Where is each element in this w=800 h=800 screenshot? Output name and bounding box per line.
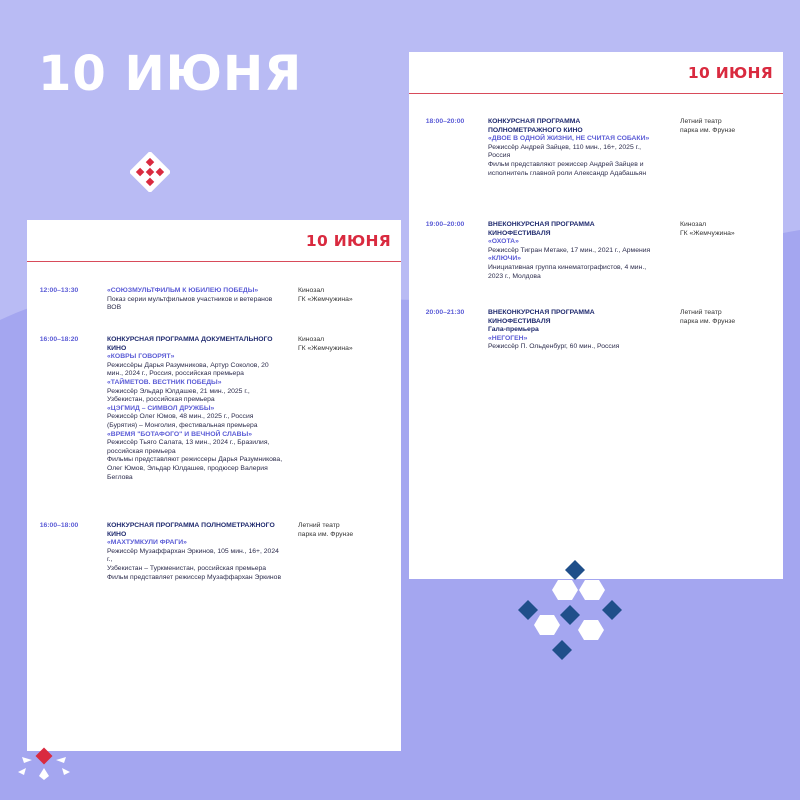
event-time: 16:00–18:20	[39, 336, 79, 343]
ornament-icon	[130, 152, 170, 192]
event-detail: Режиссёры Дарья Разумникова, Артур Соколов, 20 мин., 2024 г., Россия, российская премьера	[107, 361, 269, 378]
venue-line: Летний театр	[680, 309, 722, 316]
event-detail: Показ серии мультфильмов участников и ветеранов ВОВ	[107, 295, 273, 312]
event-description	[107, 522, 285, 582]
venue-line: Кинозал	[298, 336, 325, 343]
venue-line: парка им. Фрунзе	[680, 317, 736, 325]
event-venue	[298, 336, 388, 353]
event-time: 20:00–21:30	[425, 309, 465, 316]
venue-line: Летний театр	[298, 522, 340, 529]
card-date: 10 ИЮНЯ	[687, 64, 773, 82]
event-description	[488, 309, 653, 352]
film-title: «ОХОТА»	[488, 238, 519, 246]
film-title: «МАХТУМКУЛИ ФРАГИ»	[107, 539, 187, 547]
event-detail: Режиссёр Эльдар Юлдашев, 21 мин., 2025 г., Узбекистан, российская премьера	[107, 387, 250, 404]
event-detail: Фильмы представляют режиссеры Дарья Разумникова, Олег Юмов, Эльдар Юлдашев, продюсер Валерия Беглова	[107, 456, 283, 481]
event-detail: Узбекистан – Туркменистан, российская премьера	[107, 564, 267, 572]
program-title: КОНКУРСНАЯ ПРОГРАММА ДОКУМЕНТАЛЬНОГО КИНО	[107, 336, 273, 352]
schedule-card-right	[409, 52, 783, 579]
event-time: 12:00–13:30	[39, 287, 79, 294]
card-date: 10 ИЮНЯ	[305, 232, 391, 250]
event-venue	[298, 522, 388, 539]
event-detail: Режиссёр Музаффархан Эркинов, 105 мин., 16+, 2024 г.,	[107, 547, 279, 564]
program-title: КОНКУРСНАЯ ПРОГРАММА ПОЛНОМЕТРАЖНОГО КИНО	[107, 522, 275, 538]
venue-line: ГК «Жемчужина»	[680, 229, 735, 237]
venue-line: парка им. Фрунзе	[680, 126, 736, 134]
event-detail: Инициативная группа кинематографистов, 4 мин., 2023 г., Молдова	[488, 263, 647, 280]
event-detail: Фильм представляют режиссер Андрей Зайцев и исполнитель главной роли Александр Адабашьян	[488, 160, 647, 177]
program-title: Гала-премьера	[488, 326, 539, 334]
page-title: 10 ИЮНЯ	[38, 46, 303, 102]
card-header	[409, 52, 783, 94]
event-time: 18:00–20:00	[425, 118, 465, 125]
venue-line: ГК «Жемчужина»	[298, 295, 353, 303]
film-title: «ЦЭГМИД – СИМВОЛ ДРУЖБЫ»	[107, 404, 215, 412]
event-time: 19:00–20:00	[425, 221, 465, 228]
event-venue	[298, 287, 388, 304]
film-title: «СОЮЗМУЛЬТФИЛЬМ К ЮБИЛЕЮ ПОБЕДЫ»	[107, 287, 259, 294]
film-title: «ВРЕМЯ "БОТАФОГО" И ВЕЧНОЙ СЛАВЫ»	[107, 430, 253, 438]
film-title: «ДВОЕ В ОДНОЙ ЖИЗНИ, НЕ СЧИТАЯ СОБАКИ»	[488, 135, 650, 143]
event-description	[107, 287, 285, 313]
event-description	[107, 336, 285, 482]
film-title: «КЛЮЧИ»	[488, 255, 522, 263]
venue-line: парка им. Фрунзе	[298, 530, 354, 538]
event-time: 16:00–18:00	[39, 522, 79, 529]
event-detail: Фильм представляет режиссер Музаффархан Эркинов	[107, 573, 282, 581]
snowflake-ornament-icon	[500, 555, 640, 680]
program-title: ВНЕКОНКУРСНАЯ ПРОГРАММА КИНОФЕСТИВАЛЯ	[488, 309, 595, 325]
event-venue	[680, 118, 770, 135]
event-venue	[680, 309, 770, 326]
program-title: КОНКУРСНАЯ ПРОГРАММА ПОЛНОМЕТРАЖНОГО КИНО	[488, 118, 583, 134]
venue-line: Летний театр	[680, 118, 722, 125]
schedule-card-left	[27, 220, 401, 751]
event-venue	[680, 221, 770, 238]
card-header	[27, 220, 401, 262]
event-detail: Режиссёр Олег Юмов, 48 мин., 2025 г., Россия (Бурятия) – Монголия, фестивальная премьера	[107, 413, 258, 429]
event-description	[488, 118, 653, 178]
film-title: «НЕГОГЕН»	[488, 334, 528, 342]
venue-line: Кинозал	[298, 287, 325, 294]
event-detail: Режиссёр П. Ольденбург, 60 мин., Россия	[488, 343, 620, 351]
event-detail: Режиссёр Тьяго Салата, 13 мин., 2024 г., Бразилия, российская премьера	[107, 439, 270, 455]
program-title: ВНЕКОНКУРСНАЯ ПРОГРАММА КИНОФЕСТИВАЛЯ	[488, 221, 595, 237]
film-title: «КОВРЫ ГОВОРЯТ»	[107, 353, 175, 361]
event-detail: Режиссёр Тигран Метаке, 17 мин., 2021 г., Армения	[488, 246, 651, 254]
film-title: «ТАЙМЕТОВ. ВЕСТНИК ПОБЕДЫ»	[107, 378, 222, 386]
flower-ornament-icon	[12, 738, 72, 788]
event-description	[488, 221, 653, 281]
venue-line: ГК «Жемчужина»	[298, 344, 353, 352]
venue-line: Кинозал	[680, 221, 707, 228]
event-detail: Режиссёр Андрей Зайцев, 110 мин., 16+, 2025 г., Россия	[488, 143, 642, 160]
